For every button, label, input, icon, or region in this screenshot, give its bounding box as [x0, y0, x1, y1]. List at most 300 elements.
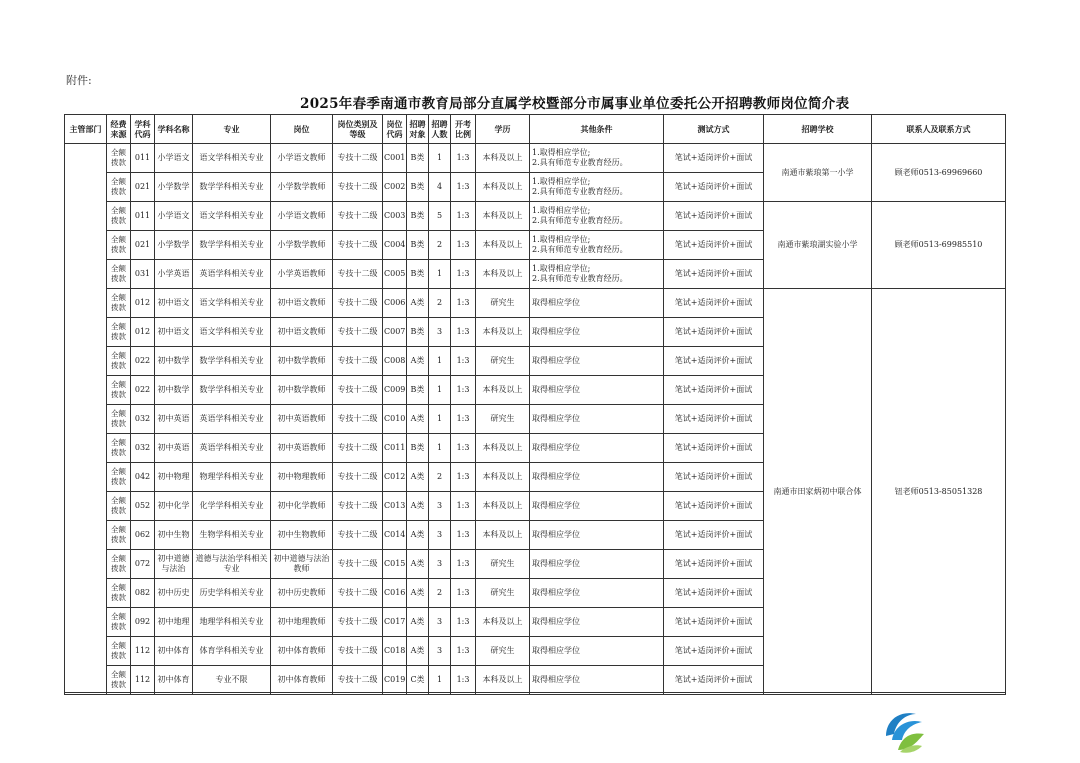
post-code-cell: C012 — [383, 463, 407, 492]
post-code-cell: C011 — [383, 434, 407, 463]
condition-line: 取得相应学位 — [532, 298, 580, 307]
ratio-cell: 1:3 — [451, 318, 476, 347]
condition-line: 取得相应学位 — [532, 443, 580, 452]
post-cell: 初中物理教师 — [271, 463, 333, 492]
education-cell: 本科及以上 — [476, 434, 530, 463]
number-cell: 1 — [429, 260, 451, 289]
education-cell: 本科及以上 — [476, 318, 530, 347]
subject-name-cell: 小学数学 — [155, 231, 193, 260]
table-row — [65, 144, 1006, 173]
fund-cell: 全额拨款 — [107, 463, 131, 492]
subject-name-cell: 初中语文 — [155, 318, 193, 347]
dept-cell — [65, 144, 107, 695]
fund-cell: 全额拨款 — [107, 434, 131, 463]
test-method-cell: 笔试+适岗评价+面试 — [664, 463, 764, 492]
condition-line: 取得相应学位 — [532, 646, 580, 655]
major-cell: 体育学科相关专业 — [193, 637, 271, 666]
post-cell: 初中英语教师 — [271, 434, 333, 463]
test-method-cell: 笔试+适岗评价+面试 — [664, 405, 764, 434]
conditions-cell — [530, 521, 664, 550]
subject-name-cell: 初中历史 — [155, 579, 193, 608]
header-dept: 主管部门 — [65, 115, 107, 144]
condition-line: 取得相应学位 — [532, 617, 580, 626]
ratio-cell: 1:3 — [451, 492, 476, 521]
education-cell: 研究生 — [476, 550, 530, 579]
test-method-cell: 笔试+适岗评价+面试 — [664, 289, 764, 318]
table-row — [65, 289, 1006, 318]
post-cell: 初中历史教师 — [271, 579, 333, 608]
target-cell: A类 — [407, 521, 429, 550]
subject-code-cell: 022 — [131, 347, 155, 376]
target-cell: B类 — [407, 173, 429, 202]
post-cell: 小学语文教师 — [271, 144, 333, 173]
post-code-cell: C017 — [383, 608, 407, 637]
header-contact: 联系人及联系方式 — [872, 115, 1006, 144]
target-cell: B类 — [407, 144, 429, 173]
target-cell: A类 — [407, 579, 429, 608]
test-method-cell: 笔试+适岗评价+面试 — [664, 376, 764, 405]
subject-name-cell: 初中地理 — [155, 608, 193, 637]
ratio-cell: 1:3 — [451, 521, 476, 550]
test-method-cell: 笔试+适岗评价+面试 — [664, 521, 764, 550]
post-code-cell: C007 — [383, 318, 407, 347]
major-cell: 数学学科相关专业 — [193, 347, 271, 376]
target-cell: B类 — [407, 434, 429, 463]
post-level-cell: 专技十二级 — [333, 521, 383, 550]
conditions-cell — [530, 376, 664, 405]
post-code-cell: C003 — [383, 202, 407, 231]
condition-line: 1.取得相应学位; — [532, 148, 591, 157]
post-level-cell: 专技十二级 — [333, 318, 383, 347]
major-cell: 专业不限 — [193, 666, 271, 695]
major-cell: 英语学科相关专业 — [193, 434, 271, 463]
fund-cell: 全额拨款 — [107, 521, 131, 550]
contact-cell: 顾老师0513-69969660 — [872, 144, 1006, 202]
condition-line: 取得相应学位 — [532, 588, 580, 597]
table-header-row — [65, 115, 1006, 144]
subject-name-cell: 初中数学 — [155, 347, 193, 376]
ratio-cell: 1:3 — [451, 550, 476, 579]
post-level-cell: 专技十二级 — [333, 202, 383, 231]
major-cell: 历史学科相关专业 — [193, 579, 271, 608]
test-method-cell: 笔试+适岗评价+面试 — [664, 579, 764, 608]
test-method-cell: 笔试+适岗评价+面试 — [664, 637, 764, 666]
fund-cell: 全额拨款 — [107, 608, 131, 637]
fund-cell: 全额拨款 — [107, 173, 131, 202]
major-cell: 语文学科相关专业 — [193, 289, 271, 318]
target-cell: A类 — [407, 463, 429, 492]
subject-code-cell: 031 — [131, 260, 155, 289]
header-conditions: 其他条件 — [530, 115, 664, 144]
condition-line: 2.具有师范专业教育经历。 — [532, 245, 628, 254]
subject-code-cell: 082 — [131, 579, 155, 608]
condition-line: 取得相应学位 — [532, 472, 580, 481]
post-code-cell: C006 — [383, 289, 407, 318]
post-level-cell: 专技十二级 — [333, 579, 383, 608]
education-cell: 研究生 — [476, 347, 530, 376]
test-method-cell: 笔试+适岗评价+面试 — [664, 318, 764, 347]
post-cell: 初中数学教师 — [271, 376, 333, 405]
subject-code-cell: 072 — [131, 550, 155, 579]
post-cell: 初中生物教师 — [271, 521, 333, 550]
target-cell: A类 — [407, 492, 429, 521]
major-cell: 生物学科相关专业 — [193, 521, 271, 550]
subject-code-cell: 062 — [131, 521, 155, 550]
conditions-cell — [530, 579, 664, 608]
education-cell: 研究生 — [476, 405, 530, 434]
fund-cell: 全额拨款 — [107, 144, 131, 173]
post-cell: 初中体育教师 — [271, 666, 333, 695]
conditions-cell — [530, 463, 664, 492]
subject-name-cell: 初中道德与法治 — [155, 550, 193, 579]
subject-code-cell: 011 — [131, 202, 155, 231]
number-cell: 3 — [429, 637, 451, 666]
post-level-cell: 专技十二级 — [333, 231, 383, 260]
header-test: 测试方式 — [664, 115, 764, 144]
fund-cell: 全额拨款 — [107, 260, 131, 289]
post-level-cell: 专技十二级 — [333, 666, 383, 695]
education-cell: 本科及以上 — [476, 463, 530, 492]
fund-cell: 全额拨款 — [107, 550, 131, 579]
fund-cell: 全额拨款 — [107, 289, 131, 318]
test-method-cell: 笔试+适岗评价+面试 — [664, 608, 764, 637]
post-code-cell: C009 — [383, 376, 407, 405]
major-cell: 英语学科相关专业 — [193, 405, 271, 434]
post-cell: 小学数学教师 — [271, 173, 333, 202]
post-code-cell: C016 — [383, 579, 407, 608]
education-cell: 研究生 — [476, 637, 530, 666]
post-code-cell: C013 — [383, 492, 407, 521]
subject-code-cell: 052 — [131, 492, 155, 521]
subject-name-cell: 小学语文 — [155, 202, 193, 231]
conditions-cell — [530, 637, 664, 666]
header-school: 招聘学校 — [764, 115, 872, 144]
table-bottom-edge — [64, 692, 1005, 693]
post-code-cell: C010 — [383, 405, 407, 434]
ratio-cell: 1:3 — [451, 202, 476, 231]
conditions-cell — [530, 608, 664, 637]
condition-line: 取得相应学位 — [532, 385, 580, 394]
number-cell: 1 — [429, 434, 451, 463]
number-cell: 1 — [429, 405, 451, 434]
major-cell: 语文学科相关专业 — [193, 144, 271, 173]
post-cell: 初中数学教师 — [271, 347, 333, 376]
post-cell: 初中英语教师 — [271, 405, 333, 434]
number-cell: 3 — [429, 492, 451, 521]
post-cell: 小学数学教师 — [271, 231, 333, 260]
major-cell: 化学学科相关专业 — [193, 492, 271, 521]
conditions-cell — [530, 231, 664, 260]
post-code-cell: C014 — [383, 521, 407, 550]
subject-name-cell: 初中体育 — [155, 637, 193, 666]
post-level-cell: 专技十二级 — [333, 492, 383, 521]
condition-line: 2.具有师范专业教育经历。 — [532, 158, 628, 167]
number-cell: 1 — [429, 347, 451, 376]
ratio-cell: 1:3 — [451, 144, 476, 173]
subject-code-cell: 022 — [131, 376, 155, 405]
subject-code-cell: 032 — [131, 434, 155, 463]
education-cell: 本科及以上 — [476, 173, 530, 202]
post-cell: 初中语文教师 — [271, 289, 333, 318]
header-post: 岗位 — [271, 115, 333, 144]
ratio-cell: 1:3 — [451, 405, 476, 434]
number-cell: 3 — [429, 318, 451, 347]
ratio-cell: 1:3 — [451, 463, 476, 492]
major-cell: 物理学科相关专业 — [193, 463, 271, 492]
post-level-cell: 专技十二级 — [333, 608, 383, 637]
subject-code-cell: 032 — [131, 405, 155, 434]
fund-cell: 全额拨款 — [107, 376, 131, 405]
condition-line: 1.取得相应学位; — [532, 206, 591, 215]
conditions-cell — [530, 260, 664, 289]
condition-line: 2.具有师范专业教育经历。 — [532, 216, 628, 225]
number-cell: 3 — [429, 521, 451, 550]
subject-name-cell: 初中语文 — [155, 289, 193, 318]
subject-name-cell: 初中英语 — [155, 405, 193, 434]
test-method-cell: 笔试+适岗评价+面试 — [664, 202, 764, 231]
post-level-cell: 专技十二级 — [333, 405, 383, 434]
condition-line: 取得相应学位 — [532, 327, 580, 336]
post-cell: 初中化学教师 — [271, 492, 333, 521]
post-code-cell: C019 — [383, 666, 407, 695]
target-cell: B类 — [407, 260, 429, 289]
post-level-cell: 专技十二级 — [333, 376, 383, 405]
ratio-cell: 1:3 — [451, 666, 476, 695]
post-level-cell: 专技十二级 — [333, 144, 383, 173]
conditions-cell — [530, 347, 664, 376]
post-level-cell: 专技十二级 — [333, 637, 383, 666]
ratio-cell: 1:3 — [451, 260, 476, 289]
education-cell: 本科及以上 — [476, 144, 530, 173]
post-cell: 初中体育教师 — [271, 637, 333, 666]
target-cell: C类 — [407, 666, 429, 695]
fund-cell: 全额拨款 — [107, 347, 131, 376]
number-cell: 3 — [429, 550, 451, 579]
number-cell: 2 — [429, 463, 451, 492]
number-cell: 1 — [429, 376, 451, 405]
subject-code-cell: 042 — [131, 463, 155, 492]
post-code-cell: C015 — [383, 550, 407, 579]
target-cell: B类 — [407, 376, 429, 405]
school-cell: 南通市紫琅湖实验小学 — [764, 202, 872, 289]
ratio-cell: 1:3 — [451, 173, 476, 202]
header-post-level: 岗位类别及等级 — [333, 115, 383, 144]
test-method-cell: 笔试+适岗评价+面试 — [664, 347, 764, 376]
target-cell: A类 — [407, 405, 429, 434]
condition-line: 取得相应学位 — [532, 414, 580, 423]
ratio-cell: 1:3 — [451, 608, 476, 637]
post-code-cell: C004 — [383, 231, 407, 260]
ratio-cell: 1:3 — [451, 347, 476, 376]
major-cell: 语文学科相关专业 — [193, 318, 271, 347]
subject-code-cell: 112 — [131, 637, 155, 666]
post-level-cell: 专技十二级 — [333, 347, 383, 376]
test-method-cell: 笔试+适岗评价+面试 — [664, 550, 764, 579]
attachment-label: 附件: — [66, 74, 92, 87]
post-level-cell: 专技十二级 — [333, 434, 383, 463]
condition-line: 2.具有师范专业教育经历。 — [532, 187, 628, 196]
target-cell: B类 — [407, 318, 429, 347]
header-number: 招聘人数 — [429, 115, 451, 144]
fund-cell: 全额拨款 — [107, 202, 131, 231]
conditions-cell — [530, 405, 664, 434]
education-cell: 本科及以上 — [476, 666, 530, 695]
subject-name-cell: 初中英语 — [155, 434, 193, 463]
major-cell: 语文学科相关专业 — [193, 202, 271, 231]
target-cell: A类 — [407, 347, 429, 376]
condition-line: 取得相应学位 — [532, 356, 580, 365]
major-cell: 英语学科相关专业 — [193, 260, 271, 289]
condition-line: 取得相应学位 — [532, 559, 580, 568]
conditions-cell — [530, 434, 664, 463]
number-cell: 3 — [429, 608, 451, 637]
major-cell: 道德与法治学科相关专业 — [193, 550, 271, 579]
conditions-cell — [530, 202, 664, 231]
number-cell: 1 — [429, 666, 451, 695]
header-fund: 经费来源 — [107, 115, 131, 144]
header-subject-name: 学科名称 — [155, 115, 193, 144]
education-cell: 本科及以上 — [476, 608, 530, 637]
education-cell: 本科及以上 — [476, 202, 530, 231]
post-code-cell: C005 — [383, 260, 407, 289]
subject-name-cell: 小学数学 — [155, 173, 193, 202]
post-cell: 初中地理教师 — [271, 608, 333, 637]
job-table — [64, 114, 1006, 695]
education-cell: 本科及以上 — [476, 260, 530, 289]
test-method-cell: 笔试+适岗评价+面试 — [664, 666, 764, 695]
condition-line: 1.取得相应学位; — [532, 177, 591, 186]
test-method-cell: 笔试+适岗评价+面试 — [664, 434, 764, 463]
post-code-cell: C001 — [383, 144, 407, 173]
condition-line: 取得相应学位 — [532, 530, 580, 539]
education-cell: 本科及以上 — [476, 231, 530, 260]
major-cell: 数学学科相关专业 — [193, 231, 271, 260]
subject-code-cell: 021 — [131, 231, 155, 260]
number-cell: 5 — [429, 202, 451, 231]
post-code-cell: C018 — [383, 637, 407, 666]
post-level-cell: 专技十二级 — [333, 550, 383, 579]
table-row — [65, 202, 1006, 231]
ratio-cell: 1:3 — [451, 579, 476, 608]
post-level-cell: 专技十二级 — [333, 260, 383, 289]
test-method-cell: 笔试+适岗评价+面试 — [664, 231, 764, 260]
fund-cell: 全额拨款 — [107, 492, 131, 521]
post-level-cell: 专技十二级 — [333, 289, 383, 318]
fund-cell: 全额拨款 — [107, 231, 131, 260]
number-cell: 1 — [429, 144, 451, 173]
publisher-logo-icon — [878, 706, 930, 758]
post-level-cell: 专技十二级 — [333, 463, 383, 492]
target-cell: B类 — [407, 202, 429, 231]
post-code-cell: C008 — [383, 347, 407, 376]
target-cell: A类 — [407, 550, 429, 579]
subject-code-cell: 021 — [131, 173, 155, 202]
condition-line: 1.取得相应学位; — [532, 235, 591, 244]
target-cell: B类 — [407, 231, 429, 260]
fund-cell: 全额拨款 — [107, 405, 131, 434]
subject-code-cell: 012 — [131, 289, 155, 318]
conditions-cell — [530, 492, 664, 521]
test-method-cell: 笔试+适岗评价+面试 — [664, 173, 764, 202]
fund-cell: 全额拨款 — [107, 637, 131, 666]
number-cell: 4 — [429, 173, 451, 202]
conditions-cell — [530, 289, 664, 318]
condition-line: 取得相应学位 — [532, 675, 580, 684]
test-method-cell: 笔试+适岗评价+面试 — [664, 260, 764, 289]
test-method-cell: 笔试+适岗评价+面试 — [664, 144, 764, 173]
subject-name-cell: 小学语文 — [155, 144, 193, 173]
contact-cell: 钮老师0513-85051328 — [872, 289, 1006, 695]
condition-line: 1.取得相应学位; — [532, 264, 591, 273]
school-cell: 南通市紫琅第一小学 — [764, 144, 872, 202]
subject-name-cell: 初中数学 — [155, 376, 193, 405]
fund-cell: 全额拨款 — [107, 579, 131, 608]
post-code-cell: C002 — [383, 173, 407, 202]
post-level-cell: 专技十二级 — [333, 173, 383, 202]
conditions-cell — [530, 666, 664, 695]
subject-name-cell: 初中体育 — [155, 666, 193, 695]
ratio-cell: 1:3 — [451, 376, 476, 405]
education-cell: 本科及以上 — [476, 376, 530, 405]
subject-name-cell: 初中物理 — [155, 463, 193, 492]
header-education: 学历 — [476, 115, 530, 144]
education-cell: 研究生 — [476, 289, 530, 318]
ratio-cell: 1:3 — [451, 289, 476, 318]
subject-name-cell: 初中生物 — [155, 521, 193, 550]
ratio-cell: 1:3 — [451, 637, 476, 666]
major-cell: 数学学科相关专业 — [193, 173, 271, 202]
conditions-cell — [530, 550, 664, 579]
education-cell: 本科及以上 — [476, 492, 530, 521]
header-ratio: 开考比例 — [451, 115, 476, 144]
post-cell: 初中道德与法治教师 — [271, 550, 333, 579]
fund-cell: 全额拨款 — [107, 318, 131, 347]
header-subject-code: 学科代码 — [131, 115, 155, 144]
condition-line: 取得相应学位 — [532, 501, 580, 510]
post-cell: 初中语文教师 — [271, 318, 333, 347]
education-cell: 研究生 — [476, 579, 530, 608]
ratio-cell: 1:3 — [451, 434, 476, 463]
ratio-cell: 1:3 — [451, 231, 476, 260]
subject-code-cell: 012 — [131, 318, 155, 347]
test-method-cell: 笔试+适岗评价+面试 — [664, 492, 764, 521]
target-cell: A类 — [407, 289, 429, 318]
education-cell: 本科及以上 — [476, 521, 530, 550]
conditions-cell — [530, 318, 664, 347]
subject-code-cell: 092 — [131, 608, 155, 637]
target-cell: A类 — [407, 608, 429, 637]
major-cell: 数学学科相关专业 — [193, 376, 271, 405]
number-cell: 2 — [429, 579, 451, 608]
subject-name-cell: 初中化学 — [155, 492, 193, 521]
major-cell: 地理学科相关专业 — [193, 608, 271, 637]
subject-code-cell: 112 — [131, 666, 155, 695]
conditions-cell — [530, 173, 664, 202]
school-cell: 南通市田家炳初中联合体 — [764, 289, 872, 695]
conditions-cell — [530, 144, 664, 173]
fund-cell: 全额拨款 — [107, 666, 131, 695]
number-cell: 2 — [429, 231, 451, 260]
document-title: 2025年春季南通市教育局部分直属学校暨部分市属事业单位委托公开招聘教师岗位简介表 — [300, 96, 850, 112]
subject-code-cell: 011 — [131, 144, 155, 173]
post-cell: 小学语文教师 — [271, 202, 333, 231]
subject-name-cell: 小学英语 — [155, 260, 193, 289]
contact-cell: 顾老师0513-69985510 — [872, 202, 1006, 289]
header-target: 招聘对象 — [407, 115, 429, 144]
condition-line: 2.具有师范专业教育经历。 — [532, 274, 628, 283]
target-cell: A类 — [407, 637, 429, 666]
number-cell: 2 — [429, 289, 451, 318]
